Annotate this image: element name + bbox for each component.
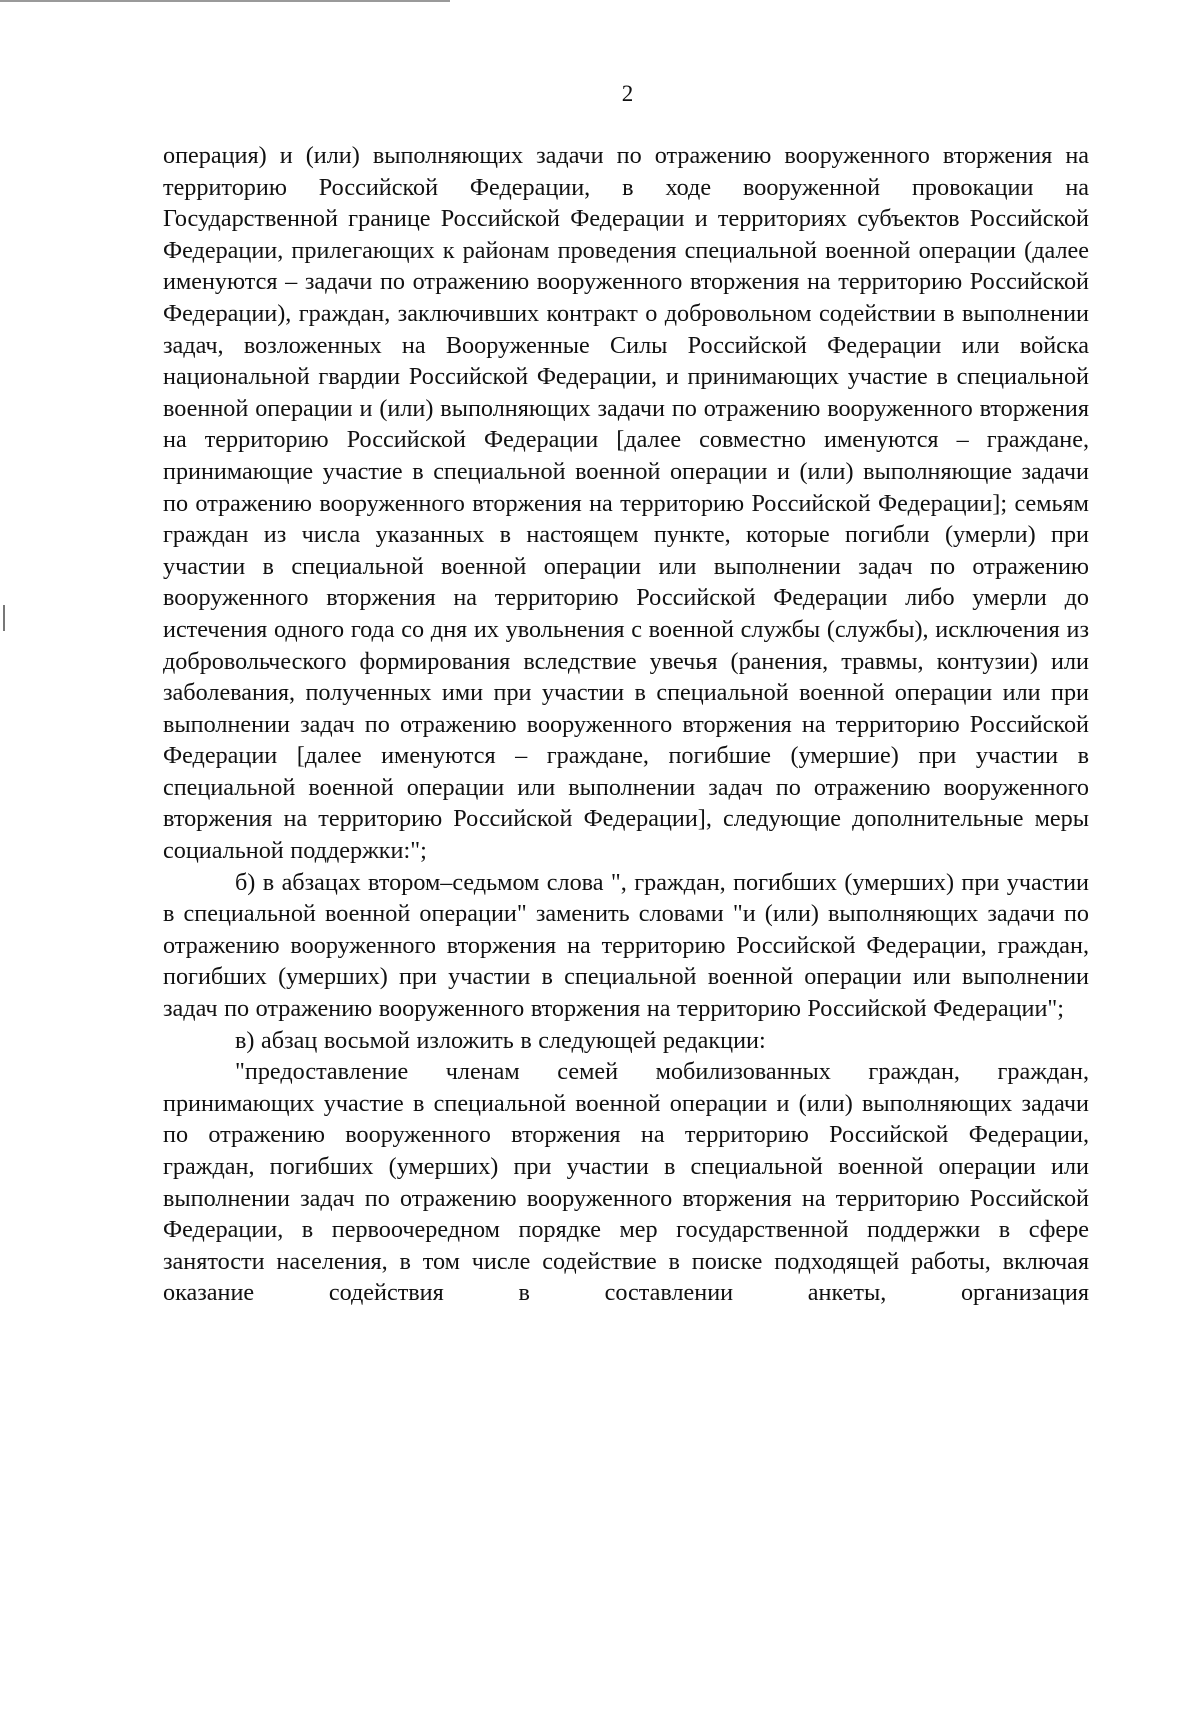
paragraph-quoted-text: "предоставление членам семей мобилизованных граждан, граждан, принимающих участие в специальной военной операции и (или) выполняющих задачи по отражению вооруженного вторжения на территорию Российской Федерации, граждан, погибших (умерших) при участии в специальной военной операции или выполнении задач по отражению вооруженного вторжения на территорию Российской Федерации, в первоочередном порядке мер государственной поддержки в сфере занятости населения, в том числе содействие в поиске подходящей работы, включая оказание содействия в составлении анкеты, организация [163,1058,1089,1307]
paragraph-item-v: в) абзац восьмой изложить в следующей редакции: [235,1026,766,1054]
page-number: 2 [621,81,634,106]
document-body [163,140,1089,1309]
scan-margin-mark [3,605,5,631]
paragraph-continuation: операция) и (или) выполняющих задачи по отражению вооруженного вторжения на территорию Российской Федерации, в ходе вооруженной провокации на Государственной границе Российской Федерации и территориях субъектов Российской Федерации, прилегающих к районам проведения специальной военной операции (далее именуются – задачи по отражению вооруженного вторжения на территорию Российской Федерации), граждан, заключивших контракт о добровольном содействии в выполнении задач, возложенных на Вооруженные Силы Российской Федерации или войска национальной гвардии Российской Федерации, и принимающих участие в специальной военной операции и (или) выполняющих задачи по отражению вооруженного вторжения на территорию Российской Федерации [далее совместно именуются – граждане, принимающие участие в специальной военной операции и (или) выполняющие задачи по отражению вооруженного вторжения на территорию Российской Федерации]; семьям граждан из числа указанных в настоящем пункте, которые погибли (умерли) при участии в специальной военной операции или выполнении задач по отражению вооруженного вторжения на территорию Российской Федерации либо умерли до истечения одного года со дня их увольнения с военной службы (службы), исключения из добровольческого формирования вследствие увечья (ранения, травмы, контузии) или заболевания, полученных ими при участии в специальной военной операции или при выполнении задач по отражению вооруженного вторжения на территорию Российской Федерации [далее именуются – граждане, погибшие (умершие) при участии в специальной военной операции или выполнении задач по отражению вооруженного вторжения на территорию Российской Федерации], следующие дополнительные меры социальной поддержки:"; [163,142,1089,865]
paragraph-item-b: б) в абзацах втором–седьмом слова ", граждан, погибших (умерших) при участии в специальной военной операции" заменить словами "и (или) выполняющих задачи по отражению вооруженного вторжения на территорию Российской Федерации, граждан, погибших (умерших) при участии в специальной военной операции или выполнении задач по отражению вооруженного вторжения на территорию Российской Федерации"; [163,868,1089,1023]
scan-edge-line [0,0,450,2]
